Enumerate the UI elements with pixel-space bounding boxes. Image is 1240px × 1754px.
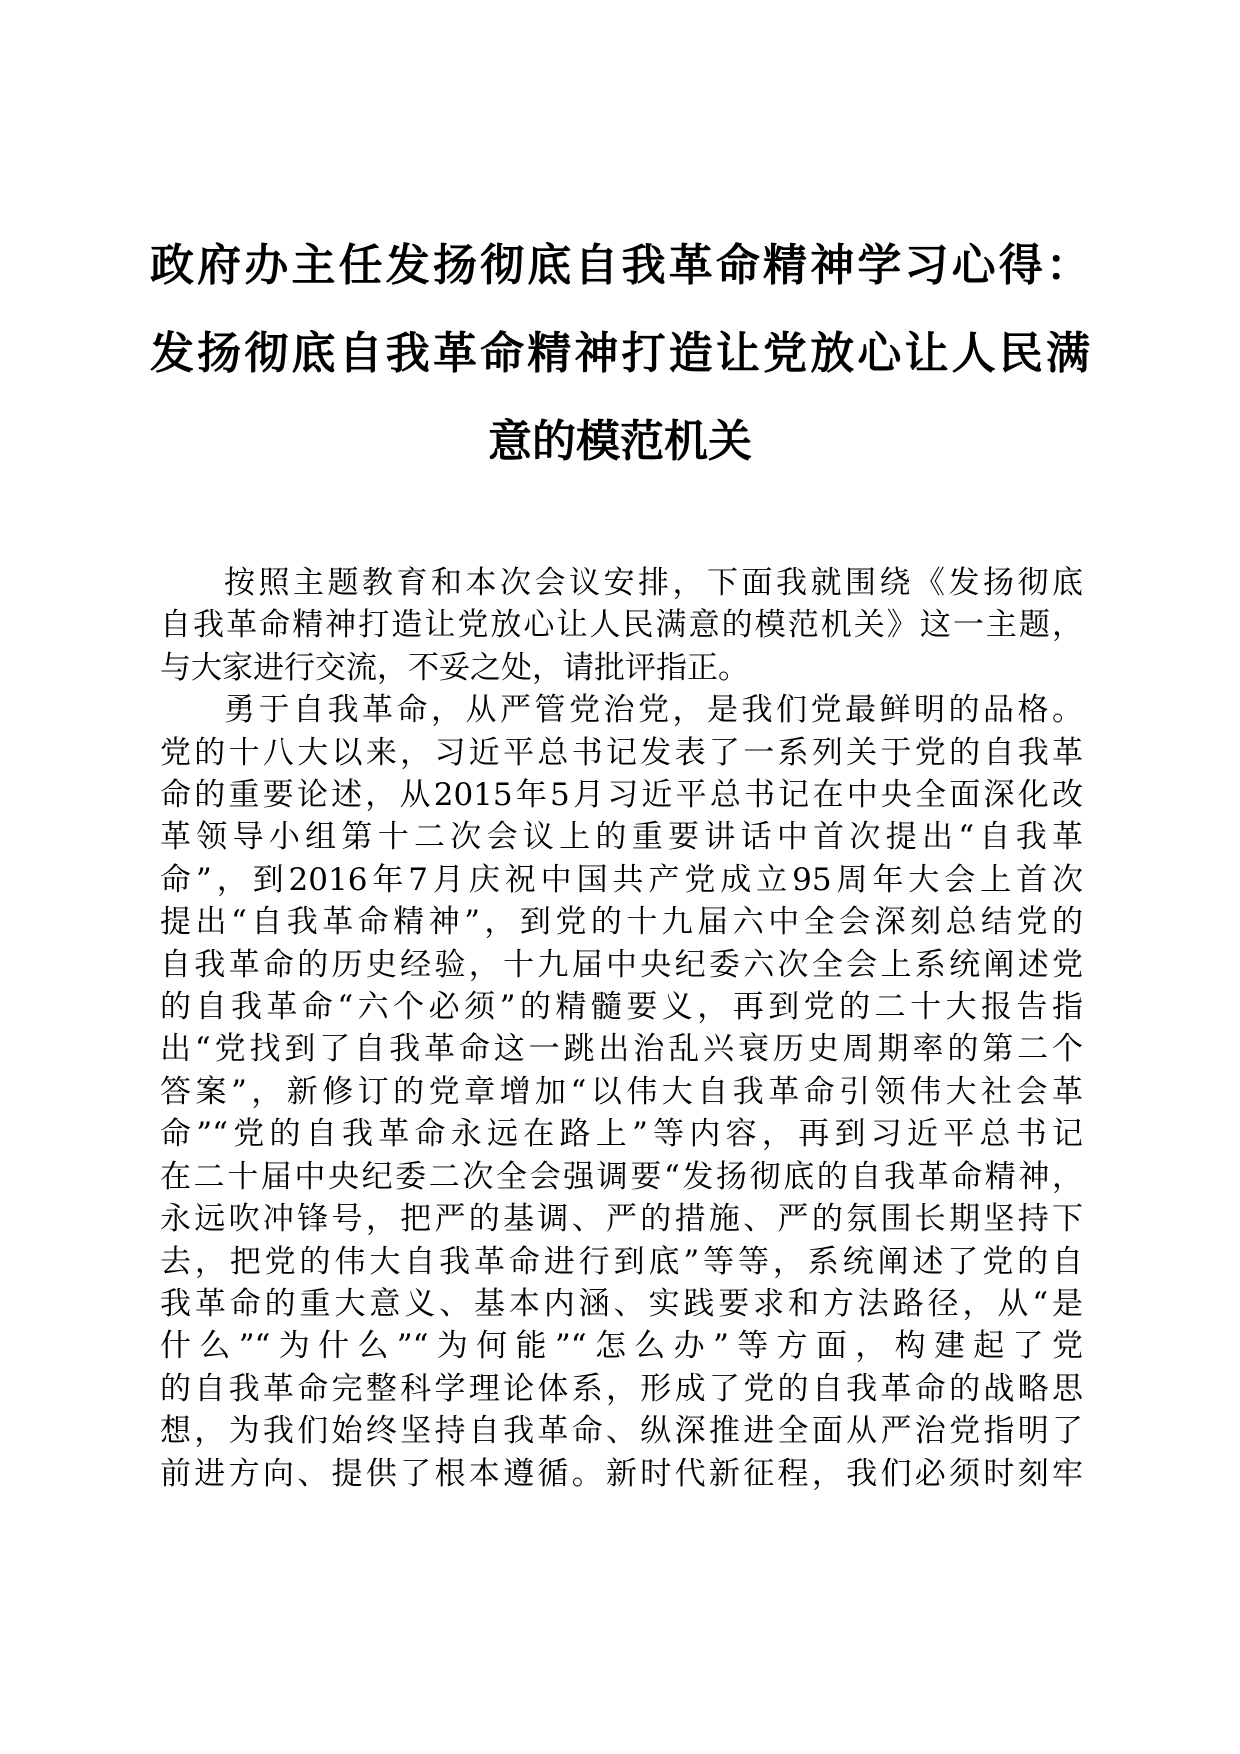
body-line-16: 永远吹冲锋号，把严的基调、严的措施、严的氛围长期坚持下: [160, 1201, 1083, 1238]
title-line-2: 发扬彻底自我革命精神打造让党放心让人民满: [150, 328, 1090, 379]
body-line-5: 党的十八大以来，习近平总书记发表了一系列关于党的自我革: [160, 734, 1083, 771]
body-line-10: 自我革命的历史经验，十九届中央纪委六次全会上系统阐述党: [160, 946, 1083, 983]
body-line-13: 答案”，新修订的党章增加“以伟大自我革命引领伟大社会革: [160, 1073, 1083, 1110]
title-line-1: 政府办主任发扬彻底自我革命精神学习心得：: [150, 240, 1090, 291]
body-line-3: 与大家进行交流，不妥之处，请批评指正。: [160, 649, 749, 686]
body-line-12: 出“党找到了自我革命这一跳出治乱兴衰历史周期率的第二个: [160, 1031, 1083, 1068]
body-line-4: 勇于自我革命，从严管党治党，是我们党最鲜明的品格。: [224, 692, 1083, 729]
body-line-20: 的自我革命完整科学理论体系，形成了党的自我革命的战略思: [160, 1370, 1083, 1407]
body-line-14: 命”“党的自我革命永远在路上”等内容，再到习近平总书记: [160, 1116, 1083, 1153]
body-line-2: 自我革命精神打造让党放心让人民满意的模范机关》这一主题，: [160, 607, 1083, 644]
body-line-18: 我革命的重大意义、基本内涵、实践要求和方法路径，从“是: [160, 1285, 1083, 1322]
body-line-11: 的自我革命“六个必须”的精髓要义，再到党的二十大报告指: [160, 989, 1083, 1026]
body-line-17: 去，把党的伟大自我革命进行到底”等等，系统阐述了党的自: [160, 1243, 1083, 1280]
document-title: [150, 222, 1090, 486]
body-line-6: 命的重要论述，从2015年5月习近平总书记在中央全面深化改: [160, 777, 1083, 814]
body-line-1: 按照主题教育和本次会议安排，下面我就围绕《发扬彻底: [224, 565, 1083, 601]
document-body: [160, 562, 1083, 1495]
body-line-21: 想，为我们始终坚持自我革命、纵深推进全面从严治党指明了: [160, 1413, 1083, 1450]
body-line-9: 提出“自我革命精神”，到党的十九届六中全会深刻总结党的: [160, 904, 1083, 941]
title-line-3: 意的模范机关: [488, 416, 752, 467]
body-line-8: 命”，到2016年7月庆祝中国共产党成立95周年大会上首次: [160, 861, 1083, 898]
body-line-7: 革领导小组第十二次会议上的重要讲话中首次提出“自我革: [160, 819, 1083, 856]
body-line-22: 前进方向、提供了根本遵循。新时代新征程，我们必须时刻牢: [160, 1455, 1083, 1492]
body-line-15: 在二十届中央纪委二次全会强调要“发扬彻底的自我革命精神，: [160, 1158, 1083, 1195]
body-line-19: 什么”“为什么”“为何能”“怎么办”等方面，构建起了党: [160, 1328, 1083, 1365]
